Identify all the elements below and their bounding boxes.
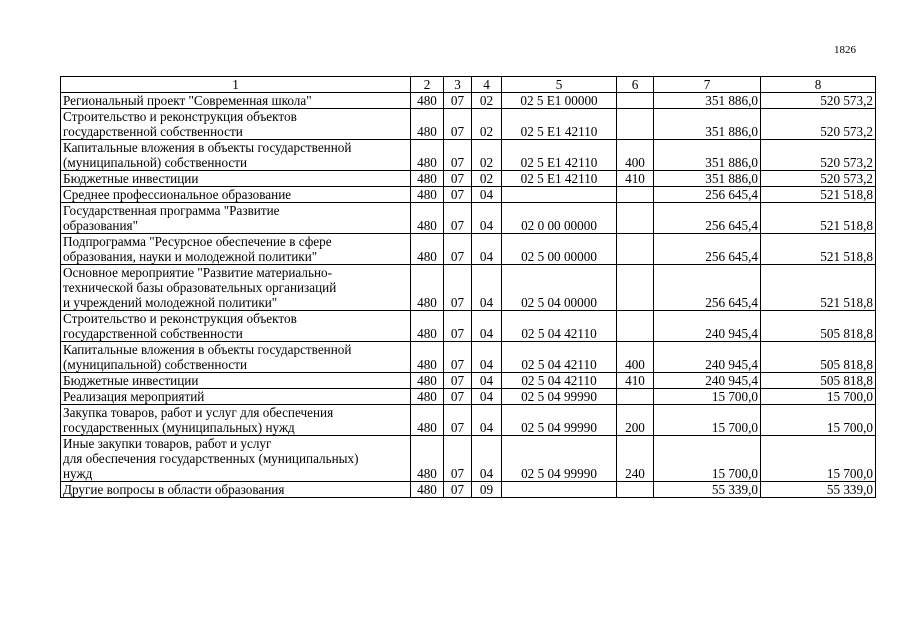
expense-type-code: 200 [617,405,654,436]
amount-year-1: 55 339,0 [654,482,761,498]
expense-type-code [617,203,654,234]
subsection-code: 02 [472,93,502,109]
target-article-code: 02 5 04 42110 [502,373,617,389]
subsection-code: 04 [472,389,502,405]
item-name: Строительство и реконструкция объектов государственной собственности [61,311,411,342]
item-name: Государственная программа "Развитие образования" [61,203,411,234]
amount-year-2: 521 518,8 [761,265,876,311]
ministry-code: 480 [411,373,444,389]
amount-year-2: 505 818,8 [761,311,876,342]
expense-type-code [617,389,654,405]
target-article-code: 02 5 E1 42110 [502,109,617,140]
amount-year-2: 15 700,0 [761,389,876,405]
table-row [61,93,876,109]
ministry-code: 480 [411,389,444,405]
column-header: 7 [654,77,761,93]
subsection-code: 04 [472,373,502,389]
amount-year-2: 521 518,8 [761,187,876,203]
ministry-code: 480 [411,93,444,109]
section-code: 07 [444,482,472,498]
budget-table [60,76,876,498]
ministry-code: 480 [411,405,444,436]
item-name: Капитальные вложения в объекты государственной (муниципальной) собственности [61,342,411,373]
expense-type-code: 400 [617,342,654,373]
amount-year-1: 240 945,4 [654,342,761,373]
target-article-code: 02 5 E1 42110 [502,171,617,187]
column-header: 2 [411,77,444,93]
target-article-code: 02 5 04 42110 [502,311,617,342]
ministry-code: 480 [411,234,444,265]
section-code: 07 [444,373,472,389]
subsection-code: 02 [472,109,502,140]
ministry-code: 480 [411,436,444,482]
expense-type-code: 410 [617,171,654,187]
amount-year-2: 15 700,0 [761,405,876,436]
amount-year-2: 505 818,8 [761,342,876,373]
table-row [61,373,876,389]
item-name: Другие вопросы в области образования [61,482,411,498]
amount-year-2: 521 518,8 [761,234,876,265]
section-code: 07 [444,140,472,171]
target-article-code [502,187,617,203]
item-name: Подпрограмма "Ресурсное обеспечение в сфере образования, науки и молодежной политики" [61,234,411,265]
amount-year-2: 520 573,2 [761,93,876,109]
table-row [61,342,876,373]
expense-type-code [617,482,654,498]
section-code: 07 [444,342,472,373]
amount-year-1: 15 700,0 [654,389,761,405]
ministry-code: 480 [411,140,444,171]
amount-year-1: 15 700,0 [654,405,761,436]
section-code: 07 [444,234,472,265]
amount-year-1: 240 945,4 [654,373,761,389]
amount-year-1: 351 886,0 [654,93,761,109]
section-code: 07 [444,187,472,203]
item-name: Региональный проект "Современная школа" [61,93,411,109]
expense-type-code: 240 [617,436,654,482]
amount-year-1: 256 645,4 [654,234,761,265]
header-row [61,77,876,93]
ministry-code: 480 [411,203,444,234]
expense-type-code [617,187,654,203]
target-article-code: 02 5 00 00000 [502,234,617,265]
column-header: 6 [617,77,654,93]
expense-type-code [617,311,654,342]
item-name: Реализация мероприятий [61,389,411,405]
target-article-code: 02 5 E1 42110 [502,140,617,171]
ministry-code: 480 [411,109,444,140]
column-header: 8 [761,77,876,93]
section-code: 07 [444,265,472,311]
amount-year-2: 521 518,8 [761,203,876,234]
column-header: 4 [472,77,502,93]
expense-type-code: 410 [617,373,654,389]
item-name: Капитальные вложения в объекты государственной (муниципальной) собственности [61,140,411,171]
item-name: Среднее профессиональное образование [61,187,411,203]
item-name: Иные закупки товаров, работ и услуг для обеспечения государственных (муниципальных) нужд [61,436,411,482]
target-article-code: 02 5 04 99990 [502,389,617,405]
ministry-code: 480 [411,171,444,187]
amount-year-1: 351 886,0 [654,109,761,140]
table-row [61,109,876,140]
ministry-code: 480 [411,265,444,311]
target-article-code: 02 5 04 99990 [502,436,617,482]
subsection-code: 09 [472,482,502,498]
subsection-code: 04 [472,187,502,203]
table-row [61,234,876,265]
item-name: Закупка товаров, работ и услуг для обеспечения государственных (муниципальных) нужд [61,405,411,436]
target-article-code: 02 5 E1 00000 [502,93,617,109]
table-row [61,171,876,187]
table-row [61,436,876,482]
expense-type-code [617,109,654,140]
expense-type-code: 400 [617,140,654,171]
page-number: 1826 [834,44,856,56]
table-row [61,405,876,436]
expense-type-code [617,234,654,265]
section-code: 07 [444,311,472,342]
table-row [61,482,876,498]
amount-year-2: 520 573,2 [761,171,876,187]
item-name: Строительство и реконструкция объектов государственной собственности [61,109,411,140]
amount-year-2: 15 700,0 [761,436,876,482]
column-header: 5 [502,77,617,93]
ministry-code: 480 [411,187,444,203]
table-row [61,203,876,234]
table-body [61,77,876,498]
column-header: 1 [61,77,411,93]
amount-year-1: 256 645,4 [654,187,761,203]
target-article-code [502,482,617,498]
table-row [61,311,876,342]
target-article-code: 02 5 04 00000 [502,265,617,311]
item-name: Бюджетные инвестиции [61,373,411,389]
ministry-code: 480 [411,342,444,373]
table-row [61,187,876,203]
expense-type-code [617,93,654,109]
amount-year-2: 55 339,0 [761,482,876,498]
section-code: 07 [444,389,472,405]
column-header: 3 [444,77,472,93]
subsection-code: 04 [472,265,502,311]
section-code: 07 [444,109,472,140]
table-row [61,389,876,405]
subsection-code: 04 [472,234,502,265]
amount-year-1: 256 645,4 [654,265,761,311]
amount-year-1: 351 886,0 [654,140,761,171]
target-article-code: 02 5 04 99990 [502,405,617,436]
subsection-code: 04 [472,203,502,234]
expense-type-code [617,265,654,311]
subsection-code: 02 [472,171,502,187]
subsection-code: 02 [472,140,502,171]
amount-year-2: 505 818,8 [761,373,876,389]
amount-year-1: 15 700,0 [654,436,761,482]
subsection-code: 04 [472,405,502,436]
section-code: 07 [444,171,472,187]
section-code: 07 [444,203,472,234]
subsection-code: 04 [472,436,502,482]
amount-year-2: 520 573,2 [761,109,876,140]
section-code: 07 [444,93,472,109]
amount-year-1: 256 645,4 [654,203,761,234]
section-code: 07 [444,436,472,482]
ministry-code: 480 [411,311,444,342]
amount-year-2: 520 573,2 [761,140,876,171]
table-row [61,140,876,171]
amount-year-1: 240 945,4 [654,311,761,342]
amount-year-1: 351 886,0 [654,171,761,187]
table-row [61,265,876,311]
subsection-code: 04 [472,342,502,373]
ministry-code: 480 [411,482,444,498]
item-name: Бюджетные инвестиции [61,171,411,187]
target-article-code: 02 5 04 42110 [502,342,617,373]
target-article-code: 02 0 00 00000 [502,203,617,234]
section-code: 07 [444,405,472,436]
subsection-code: 04 [472,311,502,342]
item-name: Основное мероприятие "Развитие материально- технической базы образовательных организаций и учреждений молодежной политики" [61,265,411,311]
